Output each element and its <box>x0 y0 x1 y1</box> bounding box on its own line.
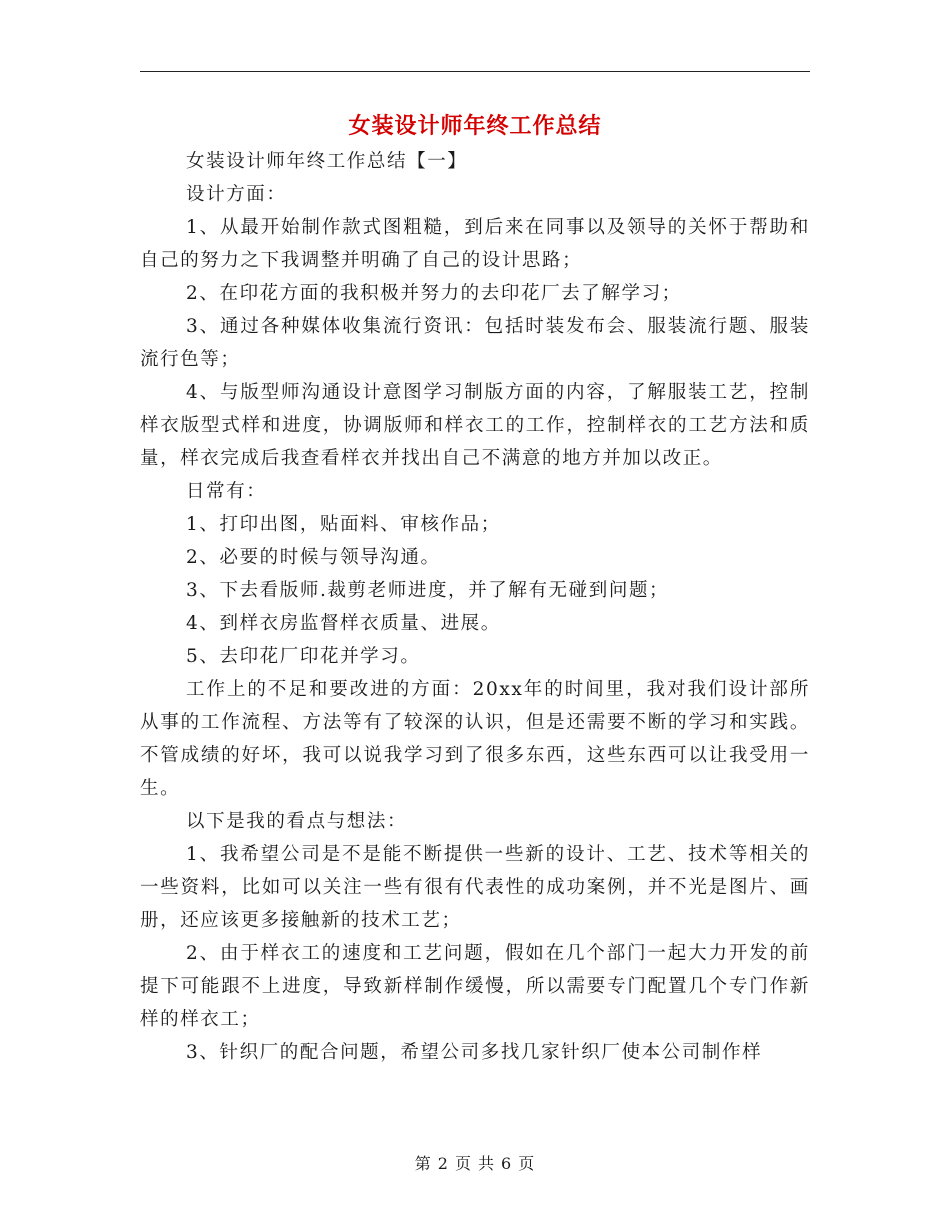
paragraph: 工作上的不足和要改进的方面：20xx年的时间里，我对我们设计部所从事的工作流程、方法等有了较深的认识，但是还需要不断的学习和实践。不管成绩的好坏，我可以说我学习到了很多东西，这些东西可以让我受用一生。 <box>140 679 810 799</box>
current-page-number: 2 <box>437 1154 449 1173</box>
paragraph: 1、打印出图，贴面料、审核作品； <box>186 514 501 535</box>
paragraph: 日常有： <box>186 481 267 502</box>
paragraph: 4、与版型师沟通设计意图学习制版方面的内容，了解服装工艺，控制样衣版型式样和进度，协调版师和样衣工的工作，控制样衣的工艺方法和质量，样衣完成后我查看样衣并找出自己不满意的地方并加以改正。 <box>140 382 810 469</box>
paragraph: 以下是我的看点与想法： <box>186 811 408 832</box>
header-rule <box>140 71 810 72</box>
page-footer <box>0 1152 950 1176</box>
paragraph: 2、由于样衣工的速度和工艺问题，假如在几个部门一起大力开发的前提下可能跟不上进度，导致新样制作缓慢，所以需要专门配置几个专门作新样的样衣工； <box>140 943 810 1030</box>
paragraph: 3、下去看版师.裁剪老师进度，并了解有无碰到问题； <box>186 580 670 601</box>
paragraph: 1、从最开始制作款式图粗糙，到后来在同事以及领导的关怀于帮助和自己的努力之下我调整并明确了自己的设计思路； <box>140 217 810 271</box>
paragraph: 设计方面： <box>186 184 287 205</box>
footer-prefix: 第 <box>414 1154 432 1173</box>
paragraph: 2、必要的时候与领导沟通。 <box>186 547 441 568</box>
footer-middle: 页 共 <box>454 1154 496 1173</box>
footer-suffix: 页 <box>518 1154 536 1173</box>
paragraph: 4、到样衣房监督样衣质量、进展。 <box>186 613 501 634</box>
paragraph: 3、通过各种媒体收集流行资讯：包括时装发布会、服装流行题、服装流行色等； <box>140 316 810 370</box>
paragraph: 3、针织厂的配合问题，希望公司多找几家针织厂使本公司制作样 <box>186 1042 763 1063</box>
paragraph: 2、在印花方面的我积极并努力的去印花厂去了解学习； <box>186 283 682 304</box>
total-pages-number: 6 <box>501 1154 513 1173</box>
document-body <box>140 145 810 1069</box>
paragraph: 5、去印花厂印花并学习。 <box>186 646 421 667</box>
document-title: 女装设计师年终工作总结 <box>348 113 602 139</box>
paragraph: 女装设计师年终工作总结【一】 <box>186 151 468 172</box>
paragraph: 1、我希望公司是不是能不断提供一些新的设计、工艺、技术等相关的一些资料，比如可以关注一些有很有代表性的成功案例，并不光是图片、画册，还应该更多接触新的技术工艺； <box>140 844 810 931</box>
